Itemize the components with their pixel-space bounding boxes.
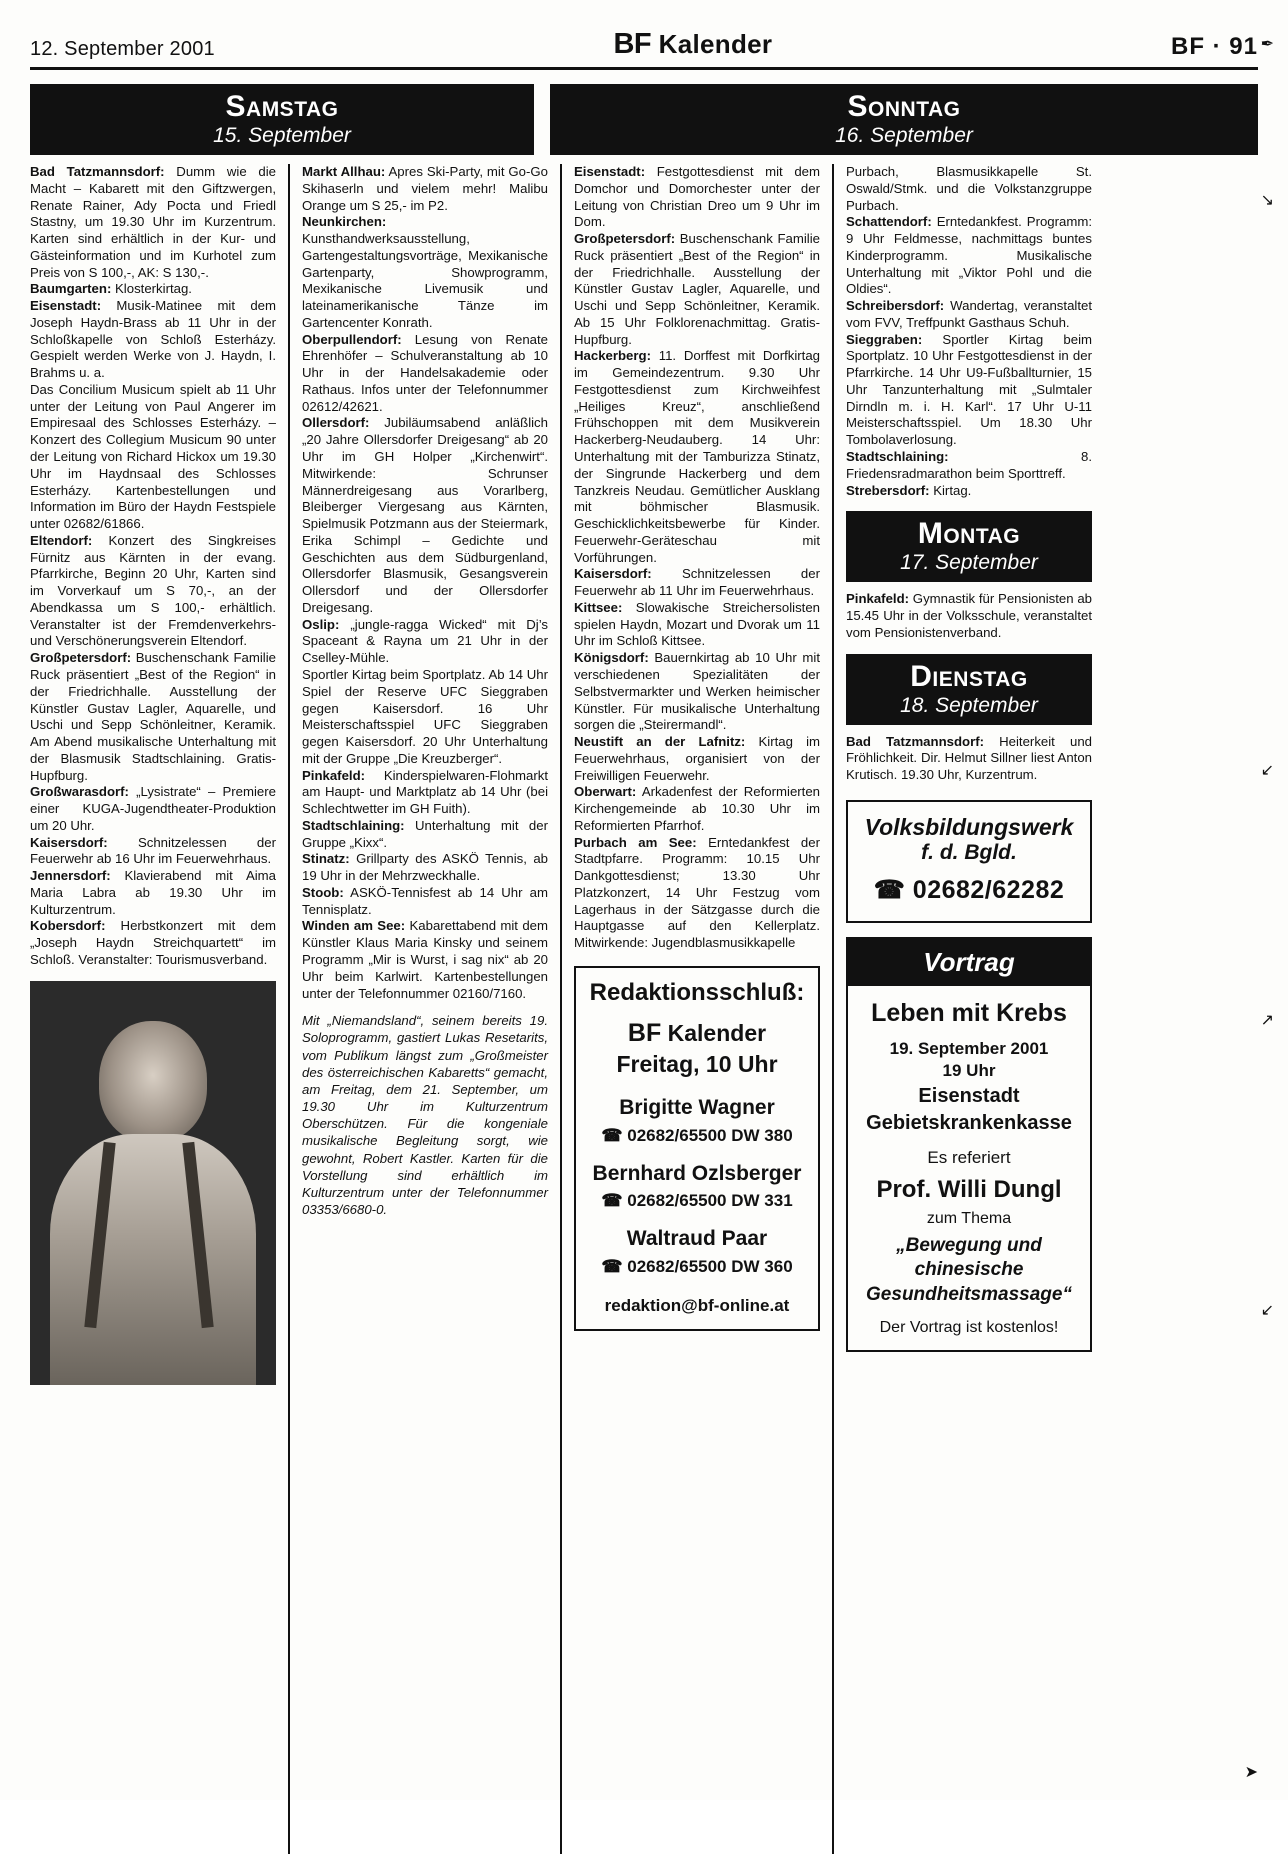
entry-place: Ollersdorf: [302,415,370,431]
entry-place: Neunkirchen: [302,214,387,230]
brand-rest: Kalender [651,29,773,59]
entry-place: Baumgarten: [30,281,112,297]
entry-text: Lesung von Renate Ehrenhöfer – Schulveranstaltung ab 10 Uhr in der Handelsakademie oder Rathaus. Infos unter der Telefonnummer 02612/42621. [302,331,548,414]
redaktion-contact-name-1: Bernhard Ozlsberger [592,1161,802,1185]
entry-text: Jubiläumsabend anläßlich „20 Jahre Ollersdorfer Dreigesang“ ab 20 Uhr im GH Holper „Kirchenwirt“. Mitwirkende: Schrunser Männerdreigesang aus Vorarlberg, Bleiberger Viergesang aus Kärnten, Spielmusik Potzmann aus der Steiermark, Erika Schimpl – Gedichte und Geschichten aus dem Südburgenland, Ollersdorfer Blasmusik, Gesangsverein Ollersdorf und der Ollersdorfer Dreigesang. [302,415,548,615]
entry-place: Jennersdorf: [30,868,111,884]
calendar-entry [30,164,276,281]
entry-place: Oberwart: [574,784,637,800]
columns [30,164,1258,1854]
entry-text: Herbstkonzert mit dem „Joseph Haydn Streichquartett“ im Schloß. Veranstalter: Tourismusverband. [30,918,276,967]
entry-text: Festgottesdienst mit dem Domchor und Domorchester unter der Leitung von Christian Dreo um 9 Uhr im Dom. [574,164,820,230]
entry-place: Neustift an der Lafnitz: [574,734,746,750]
entry-text: Sportler Kirtag beim Sportplatz. 10 Uhr Festgottesdienst in der Pfarrkirche. 14 Uhr U9-Fußballturnier, 15 Uhr Tanzunterhaltung mit „Sulmtaler Dirndln m. i. H. Karl“. 17 Uhr U-11 Meisterschaftsspiel. Um 18.30 Uhr Tombolaverlosung. [846,331,1092,448]
vortrag-header: Vortrag [848,939,1090,986]
redaktion-bf-rest: Kalender [661,1020,767,1047]
day-banner-dienstag [846,654,1092,725]
calendar-entry [846,734,1092,784]
entries-samstag-b [302,164,548,1002]
entry-text: Musik-Matinee mit dem Joseph Haydn-Brass ab 11 Uhr in der Schloßkapelle von Schloß Esterházy. Gespielt werden Werke von J. Haydn, I. Brahms u. a. [30,298,276,381]
redaktion-deadline: Freitag, 10 Uhr [616,1051,778,1078]
entries-sonntag-b [846,164,1092,499]
vbw-line1: Volksbildungswerk [864,813,1074,840]
calendar-entry [302,415,548,616]
entry-place: Oslip: [302,616,340,632]
calendar-entry [574,566,820,600]
vortrag-venue: Gebietskrankenkasse [866,1112,1072,1135]
redaktion-contact-name-0: Brigitte Wagner [619,1096,775,1120]
entry-place: Bad Tatzmannsdorf: [846,733,984,749]
entry-text: Das Concilium Musicum spielt ab 11 Uhr unter der Leitung von Paul Angerer im Empiresaal des Schlosses Esterházy. – Konzert des Collegium Musicum 90 unter der Leitung von Richard Hickox um 19.30 Uhr im Haydnsaal des Schlosses Esterházy. Kartenbestellungen und Information im Büro der Haydn Festspiele unter 02682/61866. [30,381,276,532]
day-date: 17. September [900,551,1038,575]
redaktion-contact-name-2: Waltraud Paar [626,1226,768,1250]
calendar-entry [574,650,820,734]
column-rule-2 [560,164,562,1854]
calendar-entry [846,483,1092,500]
crop-mark: ↙ [1260,762,1274,779]
crop-mark: ➤ [1244,1764,1258,1781]
entry-text: Arkadenfest der Reformierten Kirchengemeinde ab 10.30 Uhr im Reformierten Pfarrhof. [574,784,820,833]
entry-place: Sieggraben: [846,331,923,347]
entry-place: Eltendorf: [30,532,93,548]
day-name: Samstag [225,90,339,123]
entry-place: Winden am See: [302,918,406,934]
entries-montag [846,591,1092,641]
column-rule-3 [832,164,834,1854]
vortrag-free-note: Der Vortrag ist kostenlos! [879,1318,1059,1336]
crop-mark: ↗ [1260,1012,1274,1029]
entry-text: Kirtag im Feuerwehrhaus, organisiert von der Freiwilligen Feuerwehr. [574,734,820,783]
entry-place: Markt Allhau: [302,164,386,179]
entry-text: „Lysistrate“ – Premiere einer KUGA-Jugendtheater-Produktion um 20 Uhr. [30,784,276,833]
calendar-entry [574,734,820,784]
calendar-entry [302,851,548,885]
calendar-entry [30,533,276,650]
entry-place: Schattendorf: [846,214,932,230]
entry-place: Großpetersdorf: [30,650,132,666]
vortrag-referent: Prof. Willi Dungl [876,1175,1062,1203]
entry-place: Purbach am See: [574,834,697,850]
calendar-entry [574,600,820,650]
redaktion-brand [586,1018,808,1050]
entry-text: Sportler Kirtag beim Sportplatz. Ab 14 Uhr Spiel der Reserve UFC Sieggraben gegen Kaisersdorf. 16 Uhr Meisterschaftsspiel UFC Sieggraben gegen Kaisersdorf. 20 Uhr Unterhaltung mit der Gruppe „Die Kreuzberger“. [302,666,548,766]
entry-place: Eisenstadt: [574,164,646,179]
teaser-text: Mit „Niemandsland“, seinem bereits 19. Soloprogramm, gastiert Lukas Resetarits, vom Publikum längst zum „Großmeister des österreichischen Kabaretts“ gemacht, am Freitag, dem 21. September, um 19.30 Uhr im Kulturzentrum Oberschützen. Für die kongeniale musikalische Begleitung sorgt, wie gewohnt, Robert Kastler. Karten für die Vorstellung sind erhältlich im Kulturzentrum unter der Telefonnummer 03353/6680-0. [302,1013,548,1217]
entry-text: Gymnastik für Pensionisten ab 15.45 Uhr in der Volksschule, veranstaltet vom Pensionistenverband. [846,591,1092,640]
entry-text: Buschenschank Familie Ruck präsentiert „Best of the Region“ in der Friedrichhalle. Ausstellung der Künstler Gustav Lagler, Aquarelle, und Uschi und Sepp Schönleitner, Keramik. Ab 15 Uhr Folklorenachmittag. Gratis-Hupfburg. [574,231,820,347]
calendar-entry [574,784,820,834]
vortrag-city: Eisenstadt [918,1085,1020,1108]
entry-text: Klosterkirtag. [111,281,192,297]
day-banner-samstag [30,84,534,155]
redaktion-contact-tel-1[interactable]: ☎ 02682/65500 DW 331 [601,1191,793,1211]
day-name: Montag [917,517,1021,551]
entry-text: Schnitzelessen der Feuerwehr ab 11 Uhr im Feuerwehrhaus. [574,566,820,599]
entry-text: Bauernkirtag ab 10 Uhr mit verschiedenen Spezialitäten der Selbstvermarkter und Werken heimischer Künstler. Für musikalische Unterhaltung sorgen die „Steirermandl“. [574,650,820,733]
vortrag-referent-label: Es referiert [927,1148,1011,1168]
entry-text: Erntedankfest der Stadtpfarre. Programm: 10.15 Uhr Dankgottesdienst; 13.30 Uhr Platzkonzert, 14 Uhr Festzug vom Lagerhaus in der Sätzgasse durch die Hauptgasse auf den Kellerplatz. Mitwirkende: Jugendblasmusikkapelle [574,834,820,951]
entry-text: Kunsthandwerksausstellung, Gartengestaltungsvorträge, Mexikanische Gartenparty, Showprogramm, Mexikanische Livemusik und lateinamerikanische Tänze im Gartencenter Konrath. [302,231,548,330]
entry-place: Großpetersdorf: [574,231,676,247]
entry-text: Klavierabend mit Aima Maria Labra ab 19.30 Uhr im Kulturzentrum. [30,868,276,917]
day-name: Sonntag [847,90,961,123]
column-2 [302,164,548,1854]
calendar-entry [302,818,548,852]
entry-place: Stinatz: [302,851,350,867]
issue-date: 12. September 2001 [30,38,215,60]
calendar-entry [30,650,276,784]
entry-text: Grillparty des ASKÖ Tennis, ab 19 Uhr in der Mehrzweckhalle. [302,851,548,884]
calendar-entry [30,868,276,918]
entries-dienstag [846,734,1092,784]
entry-place: Kobersdorf: [30,918,106,934]
entry-text: Apres Ski-Party, mit Go-Go Skihaserln und vielem mehr! Malibu Orange um S 25,- im P2. [302,164,548,213]
calendar-entry [30,298,276,382]
redaktionsschluss-box [574,966,820,1331]
crop-mark: ↘ [1260,192,1274,209]
column-rule [288,164,290,1854]
vortrag-topic-label: zum Thema [926,1210,1012,1228]
crop-mark: ↙ [1260,1302,1274,1319]
redaktion-title: Redaktionsschluß: [589,978,805,1006]
entry-text: Kirtag. [929,482,972,498]
entry-place: Kaisersdorf: [30,834,108,850]
entry-text: Unterhaltung mit der Gruppe „Kixx“. [302,817,548,850]
entry-place: Pinkafeld: [302,767,366,783]
redaktion-bf: BF [627,1019,662,1048]
entry-place: Eisenstadt: [30,298,102,314]
calendar-entry [846,164,1092,214]
calendar-entry [30,382,276,533]
column-3 [574,164,820,1854]
entry-place: Stadtschlaining: [846,449,949,465]
entry-text: ASKÖ-Tennisfest ab 14 Uhr am Tennisplatz. [302,884,548,917]
entry-text: Kinderspielwaren-Flohmarkt am Haupt- und Marktplatz ab 14 Uhr (bei Schlechtwetter im GH Fuith). [302,767,548,817]
calendar-entry [30,918,276,968]
calendar-entry [302,214,548,331]
calendar-entry [30,281,276,298]
entry-place: Pinkafeld: [846,591,910,607]
entry-text: 8. Friedensradmarathon beim Sporttreff. [846,449,1092,481]
calendar-entry [846,214,1092,298]
entry-place: Kittsee: [574,599,623,615]
calendar-entry [846,449,1092,483]
redaktion-contact-tel-2[interactable]: ☎ 02682/65500 DW 360 [601,1256,793,1276]
entry-text: Schnitzelessen der Feuerwehr ab 16 Uhr im Feuerwehrhaus. [30,834,276,867]
vortrag-box [846,937,1092,1352]
day-date: 18. September [900,693,1038,717]
entry-place: Bad Tatzmannsdorf: [30,164,165,179]
entry-text: Heiterkeit und Fröhlichkeit. Dir. Helmut Sillner liest Anton Krutisch. 19.30 Uhr, Kurzentrum. [846,733,1092,783]
day-banner-montag [846,511,1092,582]
day-date: 15. September [213,124,351,147]
masthead [30,28,1258,70]
day-banner-sonntag [550,84,1258,155]
entry-place: Schreibersdorf: [846,298,945,314]
entry-text: Kabarettabend mit dem Künstler Klaus Maria Kinsky und seinem Programm „Mir is Wurst, i sag nix“ ab 20 Uhr beim Karlwirt. Kartenbestellungen unter der Telefonnummer 02160/7160. [302,918,548,1001]
entry-text: Purbach, Blasmusikkapelle St. Oswald/Stmk. und die Volkstanzgruppe Purbach. [846,164,1092,213]
vortrag-date: 19. September 2001 [889,1038,1049,1058]
entry-text: Dumm wie die Macht – Kabarett mit den Giftzwergen, Renate Rainer, Ady Pocta und Friedl Stastny, um 19.30 Uhr im Kurzentrum. Karten sind erhältlich in der Kur- und Gästeinformation und im Kurhotel zum Preis von S 100,-, AK: S 130,-. [30,164,276,280]
calendar-entry [574,231,820,348]
entry-text: „jungle-ragga Wicked“ mit Dj’s Spaceant & Rayna um 21 Uhr in der Cselley-Mühle. [302,616,548,666]
entry-place: Hackerberg: [574,348,651,364]
entry-text: Erntedankfest. Programm: 9 Uhr Feldmesse, nachmittags buntes Kinderprogramm. Musikalische Unterhaltung mit „Viktor Pohl und die Oldies“. [846,214,1092,297]
entry-place: Strebersdorf: [846,482,930,498]
entry-place: Großwarasdorf: [30,784,129,800]
entry-place: Stoob: [302,884,344,900]
day-date: 16. September [835,124,973,147]
calendar-entry [574,835,820,952]
entry-text: Slowakische Streichersolisten spielen Haydn, Mozart und Dvorak um 11 Uhr im Schloß Kittsee. [574,599,820,649]
calendar-entry [302,667,548,768]
calendar-entry [302,164,548,214]
banner-row [30,84,1258,164]
calendar-entry [302,768,548,818]
calendar-entry [302,332,548,416]
vortrag-title: Leben mit Krebs [871,998,1067,1027]
redaktion-contact-tel-0[interactable]: ☎ 02682/65500 DW 380 [601,1126,793,1146]
entry-text: 11. Dorffest mit Dorfkirtag im Gemeindezentrum. 9.30 Uhr Festgottesdienst zum Kirchweihfest „Heiliges Kreuz“, anschließend Frühschoppen mit dem Musikverein Hackerberg-Neudauberg. 14 Uhr: Unterhaltung mit der Tamburizza Stinatz, der Singrunde Hackerberg und dem Tanzkreis Neudau. Gemütlicher Ausklang mit böhmischer Blasmusik. Geschicklichkeitsbewerbe für Kinder. Feuerwehr-Geräteschau mit Vorführungen. [574,348,820,565]
brand-bf: BF [613,28,652,60]
column-4 [846,164,1092,1854]
calendar-entry [302,885,548,919]
vbw-phone[interactable]: ☎ 02682/62282 [873,876,1065,904]
calendar-entry [30,784,276,834]
entry-text: Wandertag, veranstaltet vom FVV, Treffpunkt Gasthaus Schuh. [846,298,1092,330]
vbw-line2: f. d. Bgld. [921,841,1017,865]
calendar-entry [302,617,548,667]
entry-text: Konzert des Singkreises Fürnitz aus Kärnten in der evang. Pfarrkirche, Beginn 20 Uhr, Karten sind im Vorverkauf um S 70,-, an der Abendkassa um S 100,- erhältlich. Veranstalter ist der Fremdenverkehrs- und Verschönerungsverein Eltendorf. [30,532,276,649]
calendar-entry [574,348,820,566]
entries-sonntag-a [574,164,820,952]
entry-text: Buschenschank Familie Ruck präsentiert „Best of the Region“ in der Friedrichhalle. Ausstellung der Künstler Gustav Lagler, Aquarelle, und Uschi und Sepp Schönleitner, Keramik. Am Abend musikalische Unterhaltung mit der Blasmusik Stadtschlaining. Gratis-Hupfburg. [30,650,276,783]
volksbildungswerk-box [846,800,1092,923]
entry-place: Königsdorf: [574,650,649,666]
entry-place: Oberpullendorf: [302,331,402,347]
day-name: Dienstag [910,659,1028,693]
calendar-entry [30,835,276,869]
entry-place: Kaisersdorf: [574,566,652,582]
calendar-entry [574,164,820,231]
calendar-entry [846,591,1092,641]
calendar-entry [846,298,1092,332]
calendar-entry [302,918,548,1002]
vortrag-time: 19 Uhr [942,1061,996,1081]
page-number: BF · 91 [1170,33,1258,60]
publication-title [613,28,772,61]
entries-samstag-a [30,164,276,969]
vortrag-topic: „Bewegung und chinesische Gesundheitsmassage“ [866,1234,1072,1306]
crop-mark: ✒ [1260,36,1274,53]
photo-lukas-resetarits [30,981,276,1385]
column-1 [30,164,276,1854]
calendar-entry [846,332,1092,449]
entry-place: Stadtschlaining: [302,817,405,833]
redaktion-email[interactable]: redaktion@bf-online.at [604,1296,790,1316]
